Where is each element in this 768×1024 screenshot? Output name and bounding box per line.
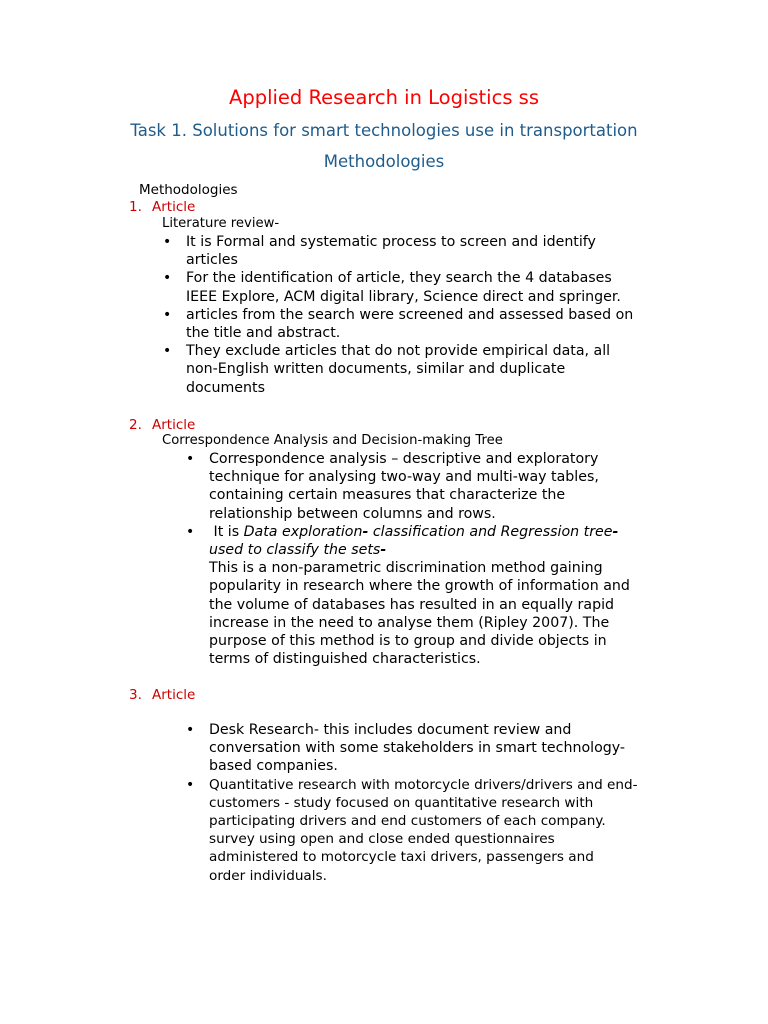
list-item: [186, 721, 689, 776]
bullet-prefix: It is: [209, 523, 244, 540]
bold-italic-text: -: [362, 523, 369, 540]
task-heading: Task 1. Solutions for smart technologies use in transportation: [130, 121, 638, 140]
list-item: [163, 306, 686, 342]
bullet-line: containing certain measures that characterize the: [209, 487, 566, 504]
article-2-label: Article: [152, 417, 196, 433]
list-item: [163, 269, 686, 305]
article-3-label: Article: [152, 687, 196, 703]
methodologies-label: Methodologies: [139, 182, 238, 198]
bullet-icon: •: [163, 306, 172, 323]
bullet-line: This is a non-parametric discrimination method gaining: [209, 560, 603, 577]
bullet-line: popularity in research where the growth of information and: [209, 578, 630, 595]
bullet-line: based companies.: [209, 758, 338, 775]
bullet-line: customers - study focused on quantitative research with: [209, 794, 594, 811]
list-item: [186, 776, 689, 885]
bullet-line: the title and abstract.: [186, 325, 341, 342]
article-1-number: 1.: [129, 199, 142, 215]
bullet-line: documents: [186, 379, 265, 396]
bold-italic-text: -: [612, 523, 619, 540]
bullet-line: They exclude articles that do not provide empirical data, all: [186, 343, 611, 360]
bullet-line: articles: [186, 252, 238, 269]
article-1-heading: [129, 198, 195, 216]
list-item: [163, 233, 686, 269]
bullet-line: purpose of this method is to group and divide objects in: [209, 633, 607, 650]
bullet-line: IEEE Explore, ACM digital library, Science direct and springer.: [186, 288, 621, 305]
bullet-line: [209, 541, 689, 559]
bullet-icon: •: [186, 523, 195, 540]
bullet-line: conversation with some stakeholders in smart technology-: [209, 740, 626, 757]
article-2-number: 2.: [129, 417, 142, 433]
bullet-icon: •: [186, 451, 195, 467]
article-1-subheading: Literature review-: [162, 216, 280, 231]
bold-italic-text: -: [380, 542, 387, 559]
section-heading: Methodologies: [323, 152, 445, 171]
bullet-line: [209, 523, 689, 541]
italic-text: classification and Regression tree: [368, 523, 613, 540]
bullet-line: Correspondence analysis – descriptive and exploratory: [209, 451, 599, 467]
bullet-line: technique for analysing two-way and multi-way tables,: [209, 469, 599, 486]
article-3-number: 3.: [129, 687, 142, 703]
bullet-line: relationship between columns and rows.: [209, 505, 496, 522]
list-item: [186, 450, 689, 523]
bullet-icon: •: [163, 234, 172, 250]
article-3-bullet-list: [186, 721, 689, 885]
bullet-line: For the identification of article, they search the 4 databases: [186, 270, 612, 287]
italic-text: used to classify the sets: [209, 542, 381, 559]
article-2-bullet-list: [186, 450, 689, 668]
bullet-line: the volume of databases has resulted in an equally rapid: [209, 596, 615, 613]
bullet-line: administered to motorcycle taxi drivers, passengers and: [209, 849, 594, 866]
bullet-icon: •: [186, 722, 195, 738]
article-2-subheading: Correspondence Analysis and Decision-making Tree: [162, 433, 503, 448]
bullet-line: Quantitative research with motorcycle drivers/drivers and end-: [209, 776, 638, 793]
article-1-bullet-list: [163, 233, 686, 397]
bullet-line: Desk Research- this includes document review and: [209, 722, 572, 738]
bullet-line: non-English written documents, similar and duplicate: [186, 361, 566, 378]
bullet-line: increase in the need to analyse them (Ripley 2007). The: [209, 614, 610, 631]
list-item: [163, 342, 686, 397]
bullet-line: It is Formal and systematic process to screen and identify: [186, 234, 596, 250]
bullet-icon: •: [163, 270, 172, 287]
bullet-line: survey using open and close ended questionnaires: [209, 831, 555, 848]
bullet-icon: •: [186, 776, 195, 793]
article-3-heading: [129, 686, 195, 704]
italic-text: Data exploration: [243, 523, 363, 540]
bullet-line: order individuals.: [209, 867, 327, 884]
list-item: [186, 523, 689, 669]
bullet-line: terms of distinguished characteristics.: [209, 651, 481, 668]
bullet-line: articles from the search were screened and assessed based on: [186, 306, 634, 323]
bullet-line: participating drivers and end customers of each company.: [209, 813, 606, 830]
bullet-icon: •: [163, 343, 172, 360]
article-1-label: Article: [152, 199, 196, 215]
document-title: Applied Research in Logistics ss: [229, 86, 539, 109]
